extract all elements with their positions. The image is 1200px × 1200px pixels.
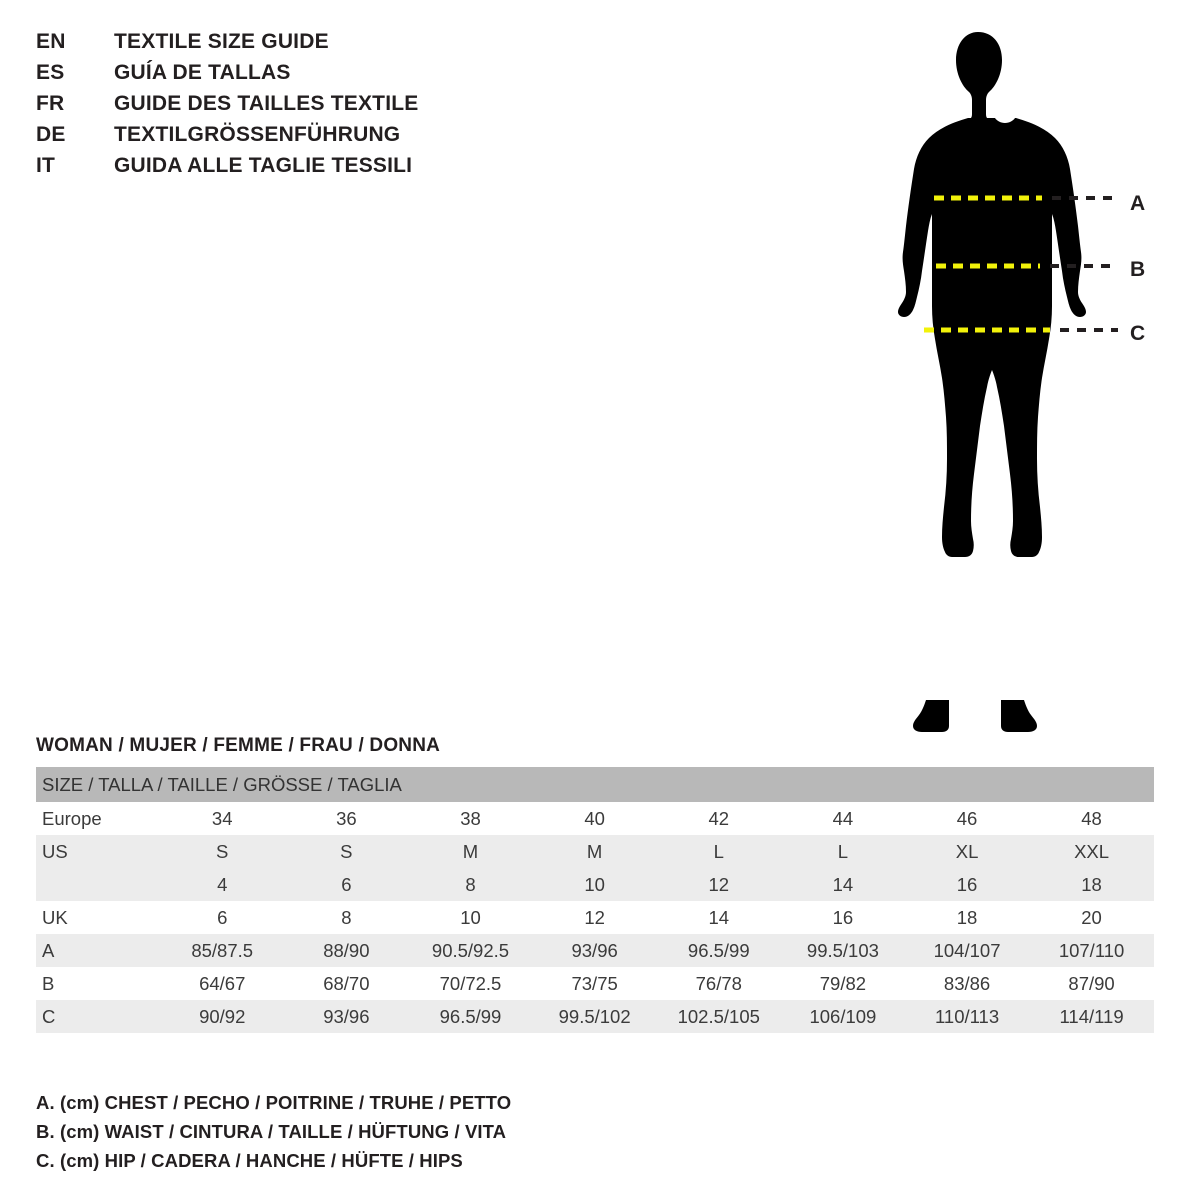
row-label: UK [36,901,160,934]
table-row [36,934,1154,967]
cell: 90.5/92.5 [408,934,532,967]
cell: 68/70 [284,967,408,1000]
cell: 96.5/99 [657,934,781,967]
measure-label-a: A [1130,192,1146,215]
silhouette-body [898,32,1086,732]
cell: 76/78 [657,967,781,1000]
cell: S [160,835,284,868]
table-row [36,901,1154,934]
language-title: GUIDE DES TAILLES TEXTILE [114,92,419,115]
cell: XXL [1029,835,1154,868]
cell: 107/110 [1029,934,1154,967]
cell: M [533,835,657,868]
cell: 104/107 [905,934,1029,967]
cell: 114/119 [1029,1000,1154,1033]
language-title: TEXTILE SIZE GUIDE [114,30,329,53]
cell: 40 [533,802,657,835]
cell: 64/67 [160,967,284,1000]
cell: 20 [1029,901,1154,934]
cell: 12 [533,901,657,934]
cell: 46 [905,802,1029,835]
measure-label-c: C [1130,322,1146,345]
cell: 8 [284,901,408,934]
cell: 70/72.5 [408,967,532,1000]
cell: 10 [533,868,657,901]
cell: 110/113 [905,1000,1029,1033]
language-row [36,154,556,185]
language-title-list [36,30,556,185]
row-label: US [36,835,160,868]
measure-label-b: B [1130,258,1146,281]
cell: XL [905,835,1029,868]
cell: 6 [160,901,284,934]
table-header-label: SIZE / TALLA / TAILLE / GRÖSSE / TAGLIA [36,767,1154,802]
cell: 16 [781,901,905,934]
language-row [36,61,556,92]
cell: 83/86 [905,967,1029,1000]
cell: 85/87.5 [160,934,284,967]
cell: S [284,835,408,868]
legend-item-hip: C. (cm) HIP / CADERA / HANCHE / HÜFTE / HIPS [36,1150,463,1171]
cell: 106/109 [781,1000,905,1033]
cell: 99.5/102 [533,1000,657,1033]
cell: 93/96 [284,1000,408,1033]
row-label: A [36,934,160,967]
row-label: C [36,1000,160,1033]
cell: 79/82 [781,967,905,1000]
cell: 12 [657,868,781,901]
language-code: EN [36,30,66,53]
language-row [36,92,556,123]
cell: 48 [1029,802,1154,835]
cell: 38 [408,802,532,835]
table-row [36,835,1154,868]
cell: 87/90 [1029,967,1154,1000]
language-code: DE [36,123,66,146]
measurement-legend [36,1088,936,1175]
cell: 4 [160,868,284,901]
cell: 8 [408,868,532,901]
cell: 88/90 [284,934,408,967]
cell: 73/75 [533,967,657,1000]
cell: 10 [408,901,532,934]
cell: 18 [1029,868,1154,901]
language-title: GUIDA ALLE TAGLIE TESSILI [114,154,413,177]
cell: 36 [284,802,408,835]
cell: L [657,835,781,868]
row-label [36,868,160,901]
cell: 93/96 [533,934,657,967]
cell: 44 [781,802,905,835]
table-row [36,868,1154,901]
female-silhouette-figure [860,10,1190,740]
language-code: IT [36,154,56,177]
cell: 42 [657,802,781,835]
language-title: TEXTILGRÖSSENFÜHRUNG [114,123,401,146]
cell: 102.5/105 [657,1000,781,1033]
row-label: Europe [36,802,160,835]
legend-item-chest: A. (cm) CHEST / PECHO / POITRINE / TRUHE / PETTO [36,1092,512,1113]
cell: L [781,835,905,868]
table-row [36,967,1154,1000]
cell: 18 [905,901,1029,934]
language-code: ES [36,61,65,84]
cell: 99.5/103 [781,934,905,967]
row-label: B [36,967,160,1000]
size-table [36,767,1154,1033]
cell: 34 [160,802,284,835]
language-row [36,30,556,61]
cell: 16 [905,868,1029,901]
cell: 6 [284,868,408,901]
table-header-row [36,767,1154,802]
size-table-section [36,735,1156,1033]
section-title: WOMAN / MUJER / FEMME / FRAU / DONNA [36,735,441,756]
cell: 14 [781,868,905,901]
cell: M [408,835,532,868]
legend-item-waist: B. (cm) WAIST / CINTURA / TAILLE / HÜFTUNG / VITA [36,1121,507,1142]
language-title: GUÍA DE TALLAS [114,61,291,84]
cell: 96.5/99 [408,1000,532,1033]
table-row [36,802,1154,835]
cell: 90/92 [160,1000,284,1033]
table-row [36,1000,1154,1033]
cell: 14 [657,901,781,934]
silhouette-svg [860,10,1190,740]
language-code: FR [36,92,65,115]
language-row [36,123,556,154]
